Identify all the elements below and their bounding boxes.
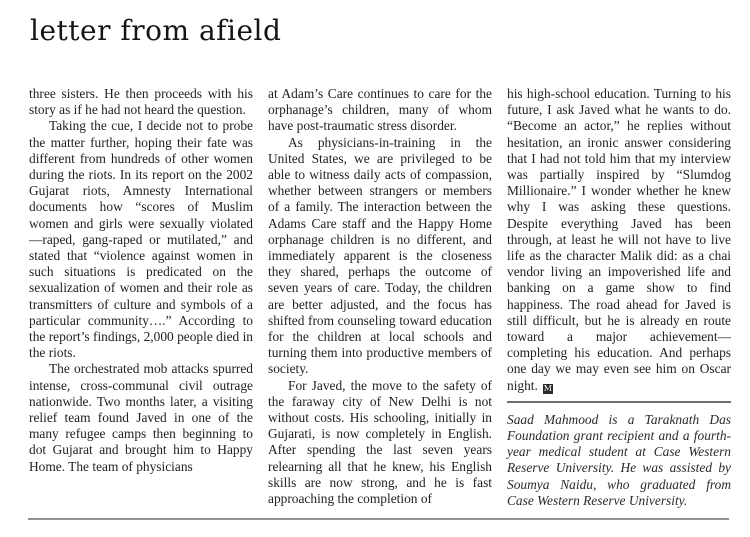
paragraph-continuation: three sisters. He then proceeds with his story as if he had not heard the question. [29,86,253,118]
paragraph: The orchestrated mob attacks spurred intense, cross-communal civil outrage nationwide. Two months later, a visiting relief team found Javed in one of the many refugee camps then beginning to dot Gujarat and brought him to Happy Home. The team of physicians [29,361,253,474]
author-bio: Saad Mahmood is a Taraknath Das Foundation grant recipient and a fourth-year medical student at Case Western Reserve University. He was assisted by Soumya Naidu, who graduated from Case Western Reserve University. [507,411,731,508]
paragraph: As physicians-in-training in the United States, we are privileged to be able to witness daily acts of compassion, whether between strangers or members of a family. The interaction between the Adams Care staff and the Happy Home orphanage children is no different, and immediately apparent is the closeness they shared, perhaps the outcome of seven years of care. Today, the children are better adjusted, and the focus has shifted from counseling toward education for the children at local schools and turning them into productive members of society. [268,134,492,377]
paragraph-continuation: at Adam’s Care continues to care for the orphanage’s children, many of whom have post-traumatic stress disorder. [268,86,492,134]
bio-divider-rule [507,401,731,403]
column-2 [268,86,492,509]
column-1 [29,86,253,509]
article-body [29,86,731,509]
paragraph-text: his high-school education. Turning to his future, I ask Javed what he wants to do. “Become an actor,” he replies without hesitation, an ironic answer considering that I had not told him that my interview was partially inspired by “Slumdog Millionaire.” I wonder whether he knew why I was asking these questions. Despite everything Javed has been through, at least he will not have to live life as the character Malik did: as a chai vendor living an impoverished life and banking on a game show to find happiness. The road ahead for Javed is still difficult, but he is already en route toward a major achievement—completing his education. And perhaps one day we may even see him on Oscar night. [507,86,731,393]
paragraph: Taking the cue, I decide not to probe the matter further, hoping their fate was different from hundreds of other women during the riots. In its report on the 2002 Gujarat riots, Amnesty International documents how “scores of Muslim women and girls were sexually violated—raped, gang-raped or mutilated,” and stated that “violence against women in such situations is predicated on the sexualization of women and their role as transmitters of culture and symbols of a particular community….” According to the report’s findings, 2,000 people died in the riots. [29,118,253,361]
end-of-article-mark-icon: M [543,383,552,393]
page-title: letter from afield [30,14,282,47]
paragraph-continuation [507,86,731,394]
page-bottom-rule [28,518,729,520]
paragraph: For Javed, the move to the safety of the faraway city of New Delhi is not without costs. His schooling, initially in Gujarati, is now completely in English. After spending the last seven years relearning all that he knew, his English skills are now strong, and he is fast approaching the completion of [268,377,492,507]
column-3 [507,86,731,509]
